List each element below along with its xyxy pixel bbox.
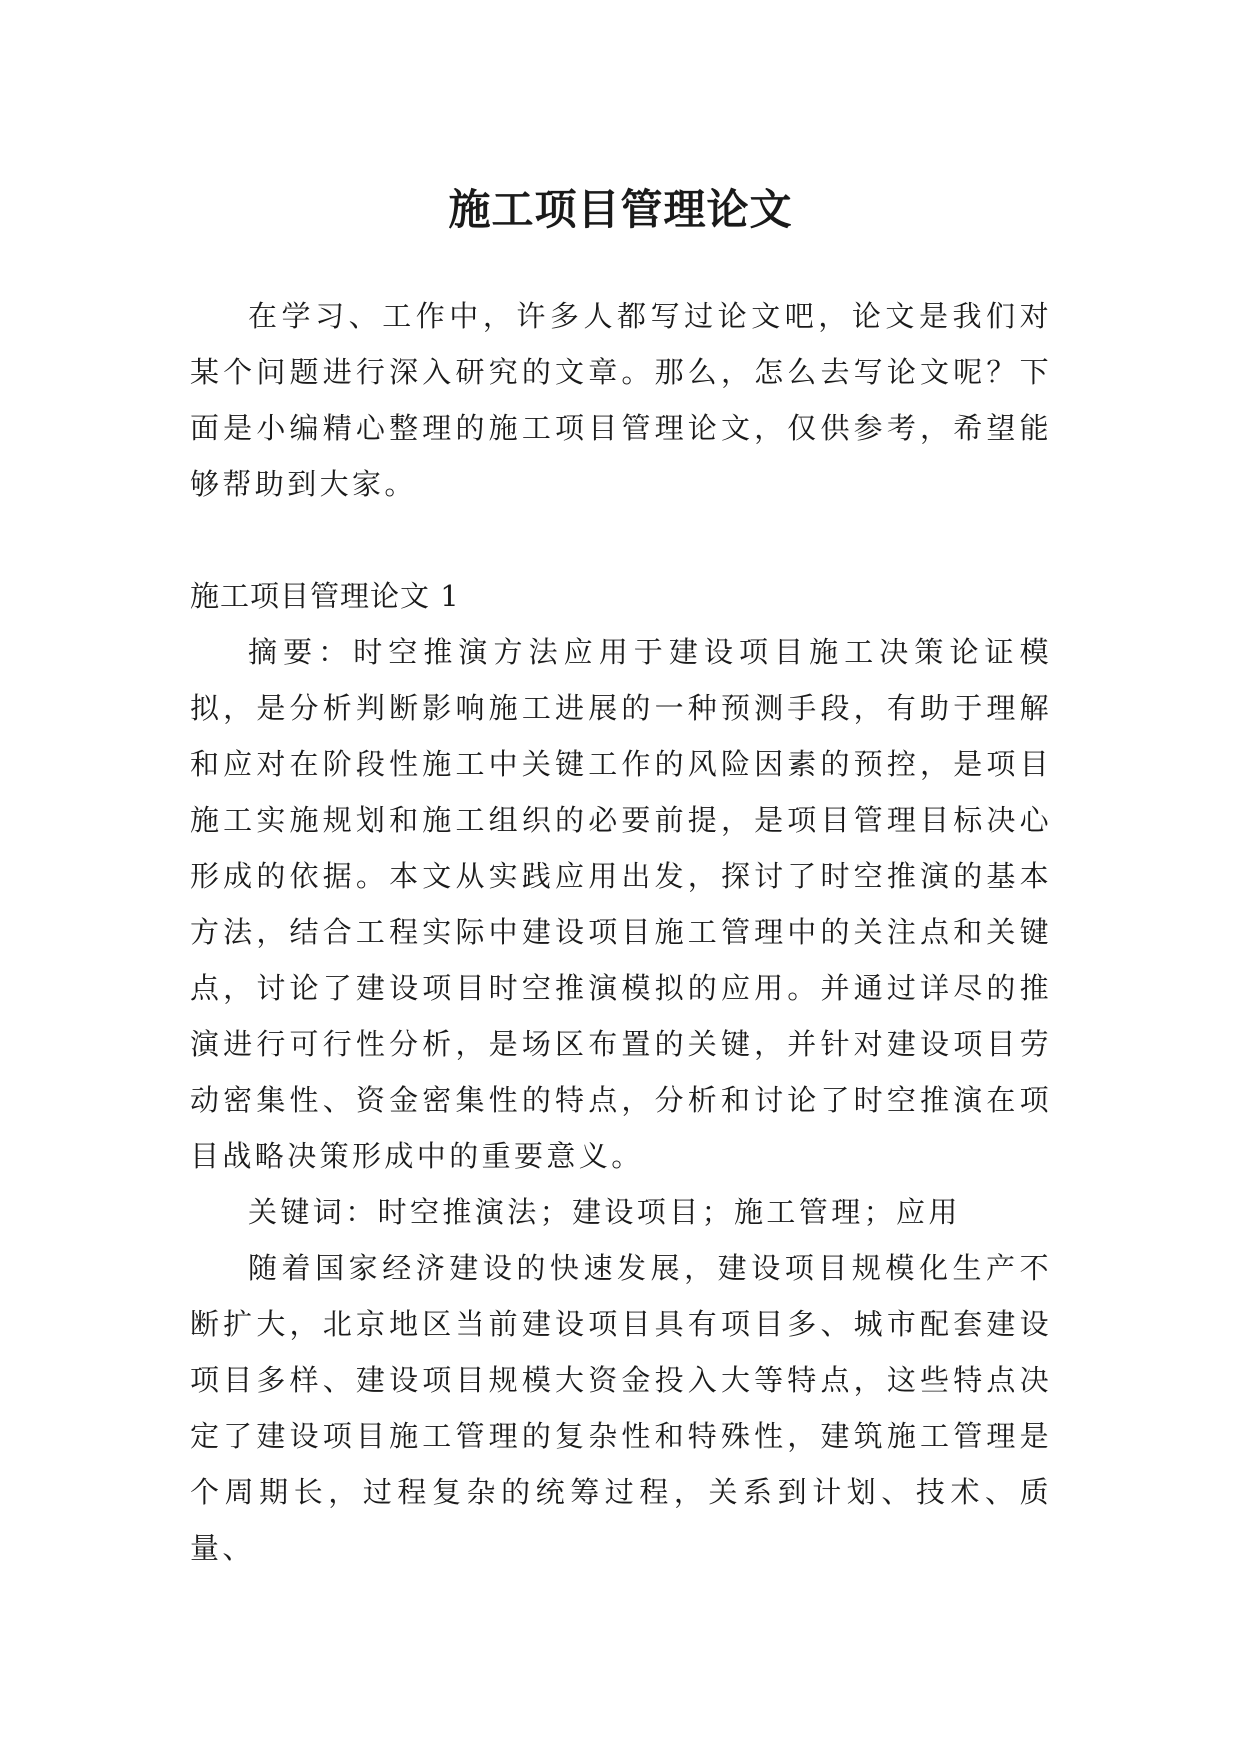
keywords-paragraph: 关键词：时空推演法；建设项目；施工管理；应用 — [248, 1195, 961, 1229]
abstract-paragraph: 摘要：时空推演方法应用于建设项目施工决策论证模拟，是分析判断影响施工进展的一种预测手段，有助于理解和应对在阶段性施工中关键工作的风险因素的预控，是项目施工实施规划和施工组织的必要前提，是项目管理目标决心形成的依据。本文从实践应用出发，探讨了时空推演的基本方法，结合工程实际中建设项目施工管理中的关注点和关键点，讨论了建设项目时空推演模拟的应用。并通过详尽的推演进行可行性分析，是场区布置的关键，并针对建设项目劳动密集性、资金密集性的特点，分析和讨论了时空推演在项目战略决策形成中的重要意义。 — [190, 635, 1052, 1173]
document-body — [190, 288, 1052, 1576]
section-heading: 施工项目管理论文 1 — [190, 579, 460, 613]
body-paragraph: 随着国家经济建设的快速发展，建设项目规模化生产不断扩大，北京地区当前建设项目具有项目多、城市配套建设项目多样、建设项目规模大资金投入大等特点，这些特点决定了建设项目施工管理的复杂性和特殊性，建筑施工管理是个周期长，过程复杂的统筹过程，关系到计划、技术、质量、 — [190, 1251, 1052, 1565]
page-title: 施工项目管理论文 — [448, 185, 793, 235]
intro-paragraph: 在学习、工作中，许多人都写过论文吧，论文是我们对某个问题进行深入研究的文章。那么，怎么去写论文呢？下面是小编精心整理的施工项目管理论文，仅供参考，希望能够帮助到大家。 — [190, 299, 1052, 501]
